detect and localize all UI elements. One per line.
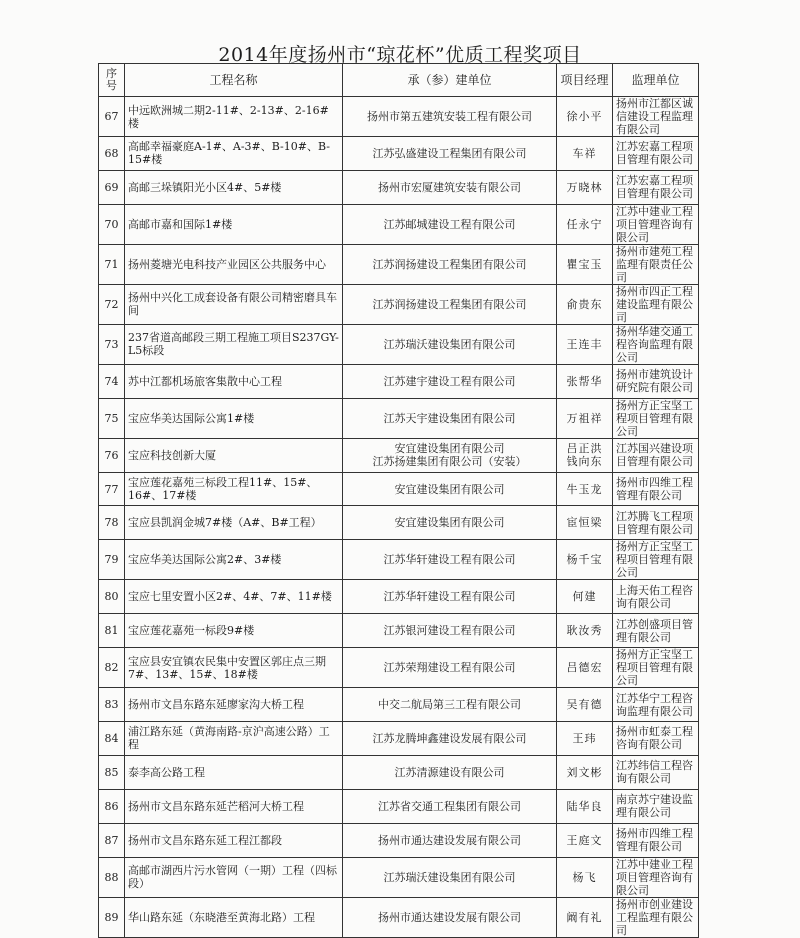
- row-project-name-text: 中远欧洲城二期2-11#、2-13#、2-16#楼: [128, 103, 329, 130]
- row-project-manager-text: 张帮华: [566, 374, 603, 388]
- table-body: [99, 97, 699, 938]
- row-serial-number-text: 82: [104, 661, 119, 675]
- row-serial-number: [99, 755, 125, 789]
- row-project-name: [125, 614, 343, 648]
- row-project-name-text: 高邮三垛镇阳光小区4#、5#楼: [128, 180, 282, 194]
- row-project-manager: [557, 472, 613, 506]
- row-project-name-text: 宝应莲花嘉苑一标段9#楼: [128, 624, 255, 638]
- row-contractor-text: 江苏建宇建设工程有限公司: [383, 374, 516, 388]
- row-serial-number: [99, 648, 125, 688]
- row-project-manager: [557, 244, 613, 284]
- row-project-manager-text: 万晓林: [566, 180, 603, 194]
- row-supervisor: [613, 364, 699, 398]
- row-project-name: [125, 722, 343, 756]
- table-row: [99, 648, 699, 688]
- row-supervisor-text: 江苏国兴建设项目管理有限公司: [616, 442, 693, 469]
- row-project-manager: [557, 364, 613, 398]
- row-project-name-text: 宝应县凯润金城7#楼（A#、B#工程）: [128, 516, 322, 530]
- table-row: [99, 789, 699, 823]
- row-supervisor: [613, 204, 699, 244]
- row-contractor: [343, 580, 557, 614]
- row-contractor: [343, 137, 557, 171]
- row-project-manager: [557, 857, 613, 897]
- row-supervisor-text: 江苏华宁工程咨询监理有限公司: [616, 691, 693, 718]
- row-project-name: [125, 789, 343, 823]
- row-contractor: [343, 897, 557, 937]
- row-project-name-text: 苏中江都机场旅客集散中心工程: [128, 374, 282, 388]
- row-supervisor: [613, 170, 699, 204]
- row-serial-number-text: 86: [104, 799, 119, 813]
- row-supervisor-text: 南京苏宁建设监理有限公司: [616, 793, 693, 820]
- row-serial-number-text: 72: [104, 297, 119, 311]
- row-project-manager: [557, 755, 613, 789]
- row-supervisor: [613, 244, 699, 284]
- row-serial-number-text: 78: [104, 516, 119, 530]
- row-project-manager: [557, 580, 613, 614]
- row-project-manager-text: 吕德宏: [566, 661, 603, 675]
- row-contractor: [343, 170, 557, 204]
- row-project-manager-text: 宦恒梁: [566, 516, 603, 530]
- row-supervisor-text: 扬州市江都区诚信建设工程监理有限公司: [616, 97, 693, 136]
- row-project-manager: [557, 688, 613, 722]
- row-project-name-text: 宝应莲花嘉苑三标段工程11#、15#、16#、17#楼: [128, 476, 318, 502]
- page-title: 2014年度扬州市“琼花杯”优质工程奖项目: [218, 44, 582, 66]
- row-project-manager: [557, 438, 613, 472]
- row-supervisor: [613, 614, 699, 648]
- row-contractor: [343, 284, 557, 324]
- row-supervisor: [613, 506, 699, 540]
- row-serial-number: [99, 688, 125, 722]
- row-supervisor-text: 扬州市建苑工程监理有限责任公司: [616, 244, 693, 284]
- row-serial-number-text: 87: [104, 833, 119, 847]
- row-project-name: [125, 438, 343, 472]
- row-contractor-text: 江苏荣翔建设工程有限公司: [383, 661, 516, 675]
- row-project-manager: [557, 506, 613, 540]
- row-serial-number: [99, 722, 125, 756]
- row-supervisor: [613, 540, 699, 580]
- row-project-manager: [557, 722, 613, 756]
- row-project-manager-text: 耿汝秀: [566, 624, 603, 638]
- row-serial-number-text: 84: [104, 731, 119, 745]
- row-serial-number: [99, 324, 125, 364]
- row-project-manager-text: 万祖祥: [566, 411, 603, 425]
- row-supervisor: [613, 472, 699, 506]
- table-row: [99, 137, 699, 171]
- awards-table: [98, 63, 699, 938]
- row-serial-number-text: 68: [104, 146, 119, 160]
- row-supervisor-text: 江苏创盛项目管理有限公司: [616, 617, 693, 644]
- row-serial-number: [99, 789, 125, 823]
- row-supervisor-text: 扬州市四维工程管理有限公司: [616, 827, 693, 854]
- row-supervisor-text: 扬州市四正工程建设监理有限公司: [616, 284, 693, 324]
- row-project-name: [125, 823, 343, 857]
- row-supervisor: [613, 857, 699, 897]
- row-project-name: [125, 170, 343, 204]
- row-project-manager-text: 徐小平: [566, 110, 603, 123]
- row-project-manager: [557, 648, 613, 688]
- header-project-name: 工程名称: [125, 64, 343, 97]
- row-contractor-text: 扬州市通达建设发展有限公司: [378, 833, 521, 847]
- row-serial-number-text: 69: [104, 180, 119, 194]
- row-supervisor: [613, 284, 699, 324]
- row-project-name-text: 扬州中兴化工成套设备有限公司精密磨具车间: [128, 291, 337, 318]
- table-row: [99, 204, 699, 244]
- row-serial-number-text: 77: [104, 482, 119, 496]
- row-project-name: [125, 755, 343, 789]
- row-project-name-text: 高邮市湖西片污水管网（一期）工程（四标段）: [128, 864, 337, 891]
- row-supervisor-text: 扬州方正宝坚工程项目管理有限公司: [616, 398, 693, 438]
- row-supervisor-text: 江苏中建业工程项目管理咨询有限公司: [616, 204, 693, 244]
- row-serial-number-text: 67: [104, 110, 119, 123]
- row-serial-number: [99, 284, 125, 324]
- row-project-manager-text: 吴有德: [566, 698, 603, 712]
- row-contractor: [343, 857, 557, 897]
- row-contractor-text: 扬州市通达建设发展有限公司: [378, 910, 521, 924]
- row-serial-number: [99, 170, 125, 204]
- row-project-manager-text: 王连丰: [566, 337, 603, 351]
- row-serial-number-text: 83: [104, 698, 119, 712]
- table-row: [99, 438, 699, 472]
- row-contractor: [343, 614, 557, 648]
- table-row: [99, 472, 699, 506]
- row-supervisor: [613, 438, 699, 472]
- row-project-name-text: 华山路东延（东晓港至黄海北路）工程: [128, 910, 315, 924]
- row-project-name-text: 宝应七里安置小区2#、4#、7#、11#楼: [128, 590, 332, 604]
- row-supervisor: [613, 398, 699, 438]
- row-supervisor: [613, 137, 699, 171]
- table-row: [99, 722, 699, 756]
- row-project-manager-text: 刘文彬: [566, 765, 603, 779]
- row-supervisor-text: 扬州方正宝坚工程项目管理有限公司: [616, 540, 693, 580]
- row-serial-number: [99, 472, 125, 506]
- row-contractor: [343, 823, 557, 857]
- row-project-manager-text: 车祥: [572, 146, 597, 160]
- row-project-name-text: 宝应华美达国际公寓2#、3#楼: [128, 553, 282, 567]
- table-row: [99, 755, 699, 789]
- row-project-manager-text: 俞贵东: [566, 297, 603, 311]
- row-supervisor-text: 江苏宏嘉工程项目管理有限公司: [616, 174, 693, 201]
- row-contractor: [343, 244, 557, 284]
- row-serial-number: [99, 506, 125, 540]
- row-contractor: [343, 540, 557, 580]
- row-serial-number-text: 85: [104, 765, 119, 779]
- row-contractor-text: 江苏弘盛建设工程集团有限公司: [372, 146, 527, 160]
- row-contractor: [343, 204, 557, 244]
- row-project-name: [125, 472, 343, 506]
- row-contractor-text: 安宜建设集团有限公司: [394, 482, 505, 496]
- row-contractor: [343, 648, 557, 688]
- row-serial-number: [99, 438, 125, 472]
- row-serial-number-text: 71: [104, 257, 119, 271]
- row-contractor-text: 江苏邮城建设工程有限公司: [383, 217, 516, 231]
- row-project-name-text: 泰李高公路工程: [128, 765, 205, 779]
- table-row: [99, 614, 699, 648]
- row-serial-number: [99, 897, 125, 937]
- row-serial-number: [99, 540, 125, 580]
- row-contractor-text: 安宜建设集团有限公司 江苏扬建集团有限公司（安装）: [372, 442, 527, 469]
- header-contractor: 承（参）建单位: [343, 64, 557, 97]
- row-project-manager-text: 杨千宝: [566, 553, 603, 567]
- table-row: [99, 284, 699, 324]
- row-supervisor: [613, 97, 699, 137]
- row-project-manager-text: 吕正洪 钱向东: [566, 442, 603, 469]
- row-serial-number-text: 80: [104, 590, 119, 604]
- row-supervisor-text: 扬州市创业建设工程监理有限公司: [616, 897, 693, 937]
- row-project-name: [125, 506, 343, 540]
- row-contractor-text: 江苏华轩建设工程有限公司: [383, 553, 516, 567]
- table-row: [99, 170, 699, 204]
- row-project-manager-text: 王庭文: [566, 833, 603, 847]
- table-row: [99, 540, 699, 580]
- row-project-name-text: 高邮幸福豪庭A-1#、A-3#、B-10#、B-15#楼: [128, 140, 330, 167]
- row-project-name-text: 扬州市文昌东路东延工程江都段: [128, 833, 282, 847]
- row-serial-number-text: 89: [104, 910, 119, 924]
- row-serial-number-text: 73: [104, 337, 119, 351]
- row-contractor-text: 江苏瑞沃建设集团有限公司: [383, 870, 516, 884]
- row-project-manager-text: 杨飞: [572, 870, 597, 884]
- table-row: [99, 97, 699, 137]
- row-project-name: [125, 244, 343, 284]
- row-contractor: [343, 506, 557, 540]
- table-row: [99, 823, 699, 857]
- row-serial-number-text: 81: [104, 624, 119, 638]
- row-serial-number-text: 74: [104, 374, 119, 388]
- row-project-manager: [557, 789, 613, 823]
- row-contractor-text: 江苏润扬建设工程集团有限公司: [372, 257, 527, 271]
- row-project-manager-text: 瞿宝玉: [566, 257, 603, 271]
- row-contractor-text: 江苏清源建设有限公司: [394, 765, 505, 779]
- row-project-name: [125, 204, 343, 244]
- row-project-name: [125, 97, 343, 137]
- row-project-name: [125, 857, 343, 897]
- row-contractor-text: 江苏龙腾坤鑫建设发展有限公司: [372, 731, 527, 745]
- row-project-name-text: 扬州市文昌东路东延廖家沟大桥工程: [128, 698, 304, 712]
- row-project-name-text: 237省道高邮段三期工程施工项目S237GY-L5标段: [128, 331, 339, 358]
- row-serial-number-text: 70: [104, 217, 119, 231]
- row-project-manager: [557, 823, 613, 857]
- row-project-name-text: 浦江路东延（黄海南路-京沪高速公路）工程: [128, 725, 330, 752]
- row-serial-number: [99, 244, 125, 284]
- row-supervisor: [613, 755, 699, 789]
- row-project-manager: [557, 170, 613, 204]
- row-contractor: [343, 472, 557, 506]
- row-contractor: [343, 398, 557, 438]
- table-row: [99, 897, 699, 937]
- row-project-name: [125, 137, 343, 171]
- table-row: [99, 857, 699, 897]
- row-supervisor: [613, 722, 699, 756]
- table-row: [99, 364, 699, 398]
- row-project-name-text: 宝应县安宜镇农民集中安置区郭庄点三期7#、13#、15#、18#楼: [128, 654, 326, 681]
- row-contractor: [343, 789, 557, 823]
- row-serial-number: [99, 823, 125, 857]
- row-contractor-text: 扬州市第五建筑安装工程有限公司: [367, 110, 532, 123]
- row-project-manager: [557, 137, 613, 171]
- row-project-manager: [557, 324, 613, 364]
- header-serial-number: 序 号: [99, 64, 125, 97]
- row-contractor-text: 江苏润扬建设工程集团有限公司: [372, 297, 527, 311]
- row-project-name: [125, 540, 343, 580]
- row-serial-number: [99, 137, 125, 171]
- row-contractor-text: 扬州市宏厦建筑安装有限公司: [378, 180, 521, 194]
- row-contractor-text: 江苏瑞沃建设集团有限公司: [383, 337, 516, 351]
- row-contractor-text: 江苏省交通工程集团有限公司: [378, 799, 521, 813]
- row-serial-number-text: 76: [104, 448, 119, 462]
- row-project-manager-text: 牛玉龙: [566, 482, 603, 496]
- row-project-manager: [557, 398, 613, 438]
- row-project-name: [125, 364, 343, 398]
- row-project-manager: [557, 540, 613, 580]
- row-contractor: [343, 364, 557, 398]
- row-serial-number: [99, 398, 125, 438]
- row-project-manager-text: 任永宁: [566, 217, 603, 231]
- row-contractor-text: 江苏天宇建设集团有限公司: [383, 411, 516, 425]
- row-supervisor-text: 江苏腾飞工程项目管理有限公司: [616, 509, 693, 536]
- row-serial-number: [99, 614, 125, 648]
- row-supervisor: [613, 789, 699, 823]
- row-contractor-text: 江苏银河建设工程有限公司: [383, 624, 516, 638]
- table-header-row: [99, 64, 699, 97]
- table-row: [99, 324, 699, 364]
- table-row: [99, 506, 699, 540]
- row-supervisor-text: 上海天佑工程咨询有限公司: [616, 583, 693, 610]
- row-contractor: [343, 688, 557, 722]
- row-contractor: [343, 324, 557, 364]
- row-contractor: [343, 97, 557, 137]
- row-supervisor-text: 江苏宏嘉工程项目管理有限公司: [616, 140, 693, 167]
- row-project-name-text: 扬州市文昌东路东延芒稻河大桥工程: [128, 799, 304, 813]
- row-contractor: [343, 755, 557, 789]
- row-project-manager-text: 阚有礼: [566, 910, 603, 924]
- row-project-manager: [557, 97, 613, 137]
- row-project-manager-text: 陆华良: [566, 799, 603, 813]
- row-project-manager: [557, 897, 613, 937]
- row-project-name: [125, 324, 343, 364]
- row-project-name: [125, 648, 343, 688]
- row-contractor-text: 江苏华轩建设工程有限公司: [383, 590, 516, 604]
- row-project-name: [125, 688, 343, 722]
- row-serial-number-text: 79: [104, 553, 119, 567]
- row-supervisor-text: 扬州方正宝坚工程项目管理有限公司: [616, 648, 693, 688]
- table-row: [99, 688, 699, 722]
- table-row: [99, 580, 699, 614]
- row-contractor-text: 中交二航局第三工程有限公司: [378, 698, 521, 712]
- row-contractor: [343, 722, 557, 756]
- row-supervisor-text: 扬州华建交通工程咨询监理有限公司: [616, 324, 693, 364]
- row-serial-number: [99, 580, 125, 614]
- header-supervisor: 监理单位: [613, 64, 699, 97]
- row-project-name-text: 高邮市嘉和国际1#楼: [128, 217, 233, 231]
- row-supervisor: [613, 648, 699, 688]
- row-project-name: [125, 398, 343, 438]
- row-project-name-text: 宝应华美达国际公寓1#楼: [128, 411, 255, 425]
- row-project-name: [125, 580, 343, 614]
- row-project-manager: [557, 614, 613, 648]
- row-serial-number-text: 88: [104, 870, 119, 884]
- row-supervisor: [613, 823, 699, 857]
- row-project-name-text: 宝应科技创新大厦: [128, 448, 216, 462]
- row-supervisor-text: 扬州市建筑设计研究院有限公司: [616, 368, 693, 395]
- row-supervisor-text: 江苏中建业工程项目管理咨询有限公司: [616, 857, 693, 897]
- row-supervisor-text: 江苏纬信工程咨询有限公司: [616, 759, 693, 786]
- row-supervisor: [613, 897, 699, 937]
- row-supervisor: [613, 324, 699, 364]
- row-serial-number: [99, 97, 125, 137]
- row-contractor-text: 安宜建设集团有限公司: [394, 516, 505, 530]
- row-serial-number: [99, 204, 125, 244]
- header-project-manager: 项目经理: [557, 64, 613, 97]
- row-supervisor: [613, 580, 699, 614]
- row-serial-number-text: 75: [104, 411, 119, 425]
- row-serial-number: [99, 364, 125, 398]
- row-project-name: [125, 897, 343, 937]
- row-project-name-text: 扬州菱塘光电科技产业园区公共服务中心: [128, 257, 326, 271]
- row-supervisor-text: 扬州市虹泰工程咨询有限公司: [616, 725, 693, 752]
- row-project-manager-text: 王玮: [572, 731, 597, 745]
- row-project-manager-text: 何建: [572, 590, 597, 604]
- table-row: [99, 398, 699, 438]
- table-row: [99, 244, 699, 284]
- row-project-manager: [557, 284, 613, 324]
- row-project-manager: [557, 204, 613, 244]
- row-supervisor-text: 扬州市四维工程管理有限公司: [616, 476, 693, 502]
- row-project-name: [125, 284, 343, 324]
- row-contractor: [343, 438, 557, 472]
- row-serial-number: [99, 857, 125, 897]
- row-supervisor: [613, 688, 699, 722]
